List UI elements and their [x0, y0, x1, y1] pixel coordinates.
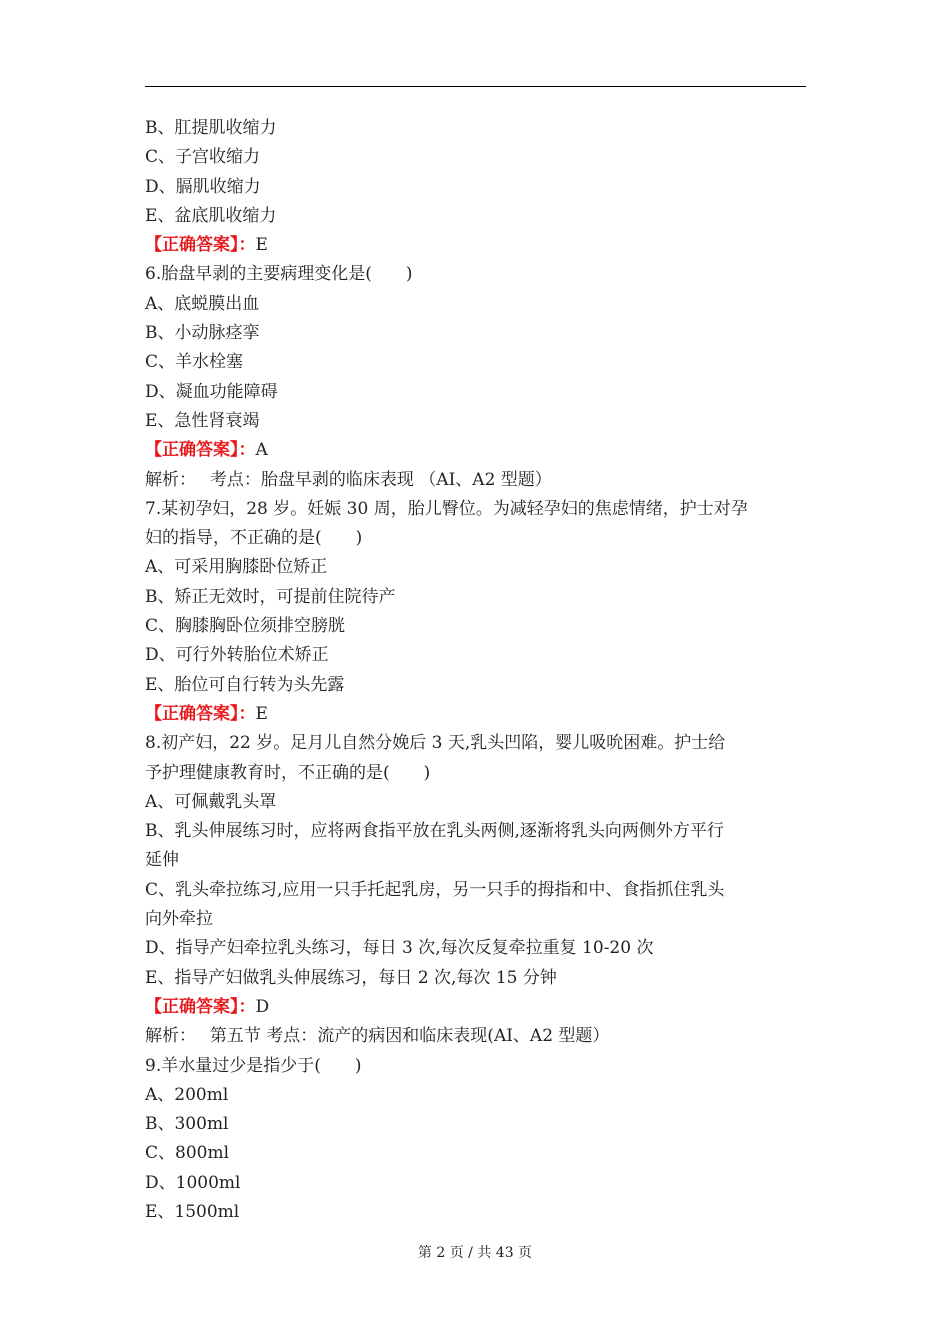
- text-line: A、可佩戴乳头罩: [145, 791, 277, 812]
- text-line: D、膈肌收缩力: [145, 176, 261, 197]
- text-line: C、子宫收缩力: [145, 147, 261, 168]
- text-line: 6.胎盘早剥的主要病理变化是( ): [145, 264, 413, 285]
- text-line: B、矫正无效时，可提前住院待产: [145, 586, 396, 607]
- answer-label: 【正确答案】：: [145, 235, 256, 256]
- answer-value: E: [255, 703, 268, 724]
- text-line: D、可行外转胎位术矫正: [145, 645, 329, 666]
- text-line: E、指导产妇做乳头伸展练习，每日 2 次,每次 15 分钟: [145, 967, 557, 988]
- text-line: B、300ml: [145, 1114, 229, 1135]
- answer-line: [145, 436, 806, 465]
- answer-value: E: [255, 235, 268, 256]
- answer-label: 【正确答案】：: [145, 703, 256, 724]
- page-footer: 第 2 页 / 共 43 页: [417, 1245, 533, 1261]
- answer-label: 【正确答案】：: [145, 440, 256, 461]
- text-line: E、1500ml: [145, 1201, 240, 1222]
- text-line: 9.羊水量过少是指少于( ): [145, 1055, 362, 1076]
- text-line: A、底蜕膜出血: [145, 293, 260, 314]
- text-line: E、急性肾衰竭: [145, 410, 260, 431]
- text-line: E、胎位可自行转为头先露: [145, 674, 345, 695]
- text-line: D、凝血功能障碍: [145, 381, 278, 402]
- text-line: A、可采用胸膝卧位矫正: [145, 557, 328, 578]
- text-line: E、盆底肌收缩力: [145, 205, 277, 226]
- answer-line: [145, 993, 806, 1022]
- text-line: 向外牵拉: [145, 909, 213, 930]
- answer-value: A: [255, 440, 268, 461]
- text-line: C、800ml: [145, 1143, 230, 1164]
- text-line: C、乳头牵拉练习,应用一只手托起乳房，另一只手的拇指和中、食指抓住乳头: [145, 879, 725, 900]
- answer-value: D: [255, 996, 270, 1017]
- text-line: C、羊水栓塞: [145, 352, 244, 373]
- answer-line: [145, 700, 806, 729]
- text-line: 予护理健康教育时，不正确的是( ): [145, 762, 431, 783]
- text-line: 7.某初孕妇，28 岁。妊娠 30 周，胎儿臀位。为减轻孕妇的焦虑情绪，护士对孕: [145, 498, 748, 519]
- text-line: C、胸膝胸卧位须排空膀胱: [145, 616, 346, 637]
- text-line: B、乳头伸展练习时，应将两食指平放在乳头两侧,逐渐将乳头向两侧外方平行: [145, 821, 724, 842]
- text-line: 解析： 考点：胎盘早剥的临床表现 （AI、A2 型题）: [145, 469, 552, 490]
- answer-label: 【正确答案】：: [145, 996, 256, 1017]
- text-line: 妇的指导，不正确的是( ): [145, 528, 363, 549]
- text-line: B、小动脉痉挛: [145, 323, 260, 344]
- header-rule: [145, 86, 806, 87]
- text-line: A、200ml: [145, 1084, 229, 1105]
- text-line: D、1000ml: [145, 1172, 241, 1193]
- page-content: [145, 114, 806, 1227]
- text-line: D、指导产妇牵拉乳头练习，每日 3 次,每次反复牵拉重复 10-20 次: [145, 938, 654, 959]
- text-line: 延伸: [145, 850, 179, 871]
- text-line: B、肛提肌收缩力: [145, 118, 277, 138]
- text-line: 解析： 第五节 考点：流产的病因和临床表现(AI、A2 型题）: [145, 1026, 610, 1047]
- text-line: 8.初产妇，22 岁。足月儿自然分娩后 3 天,乳头凹陷，婴儿吸吮困难。护士给: [145, 733, 726, 754]
- answer-line: [145, 231, 806, 260]
